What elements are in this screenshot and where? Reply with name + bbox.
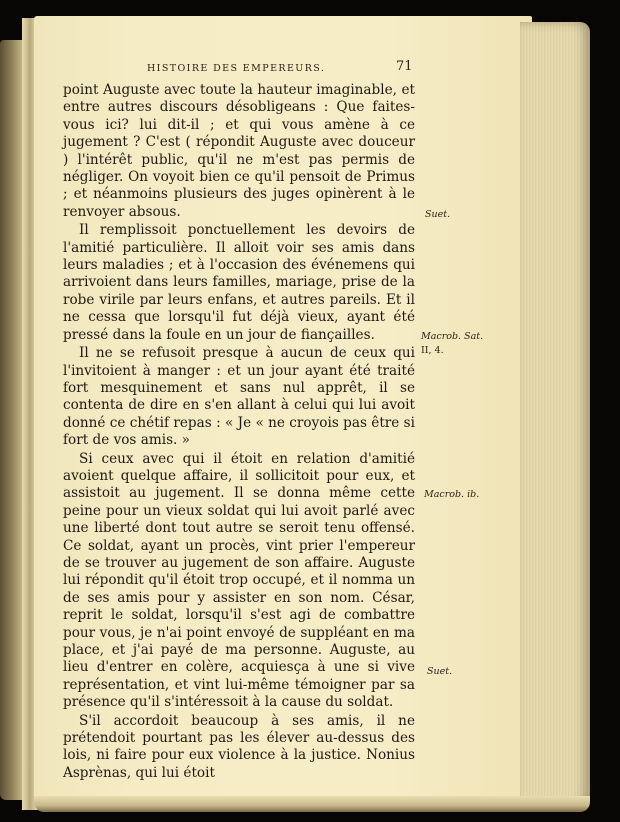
paragraph-1: point Auguste avec toute la hauteur imaginable, et entre autres discours désobligeans : Que faites-vous ici? lui dit-il ; et qui vous amène à ce jugement ? C'est ( répondit Auguste avec douceur ) l'intérêt public, qu'il ne m'est pas permis de négliger. On voyoit bien ce qu'il pensoit de Primus ; et néanmoins plusieurs des juges opinèrent à le renvoyer absous. bbox=[63, 82, 415, 220]
running-head: HISTOIRE DES EMPEREURS. bbox=[147, 63, 326, 74]
margin-note-macrob-ib: Macrob. ib. bbox=[424, 489, 480, 500]
margin-note-suet: Suet. bbox=[425, 209, 451, 220]
margin-note-macrob-ref: II, 4. bbox=[421, 345, 444, 356]
margin-note-suet-2: Suet. bbox=[427, 666, 453, 677]
paragraph-2: Il remplissoit ponctuellement les devoirs de l'amitié particulière. Il alloit voir ses amis dans leurs maladies ; et à l'occasion des événemens qui arrivoient dans leurs familles, mariage, prise de la robe virile par leurs enfans, et autres pareils. Et il ne cessa que lorsqu'il fut déjà vieux, ayant été pressé dans la foule en un jour de fiançailles. bbox=[63, 222, 415, 343]
page-bottom-edge bbox=[34, 796, 590, 812]
body-text bbox=[63, 82, 415, 782]
margin-note-macrob-sat: Macrob. Sat. bbox=[421, 331, 484, 342]
paragraph-4: Si ceux avec qui il étoit en relation d'amitié avoient quelque affaire, il sollicitoit pour eux, et assistoit au jugement. Il se donna même cette peine pour un vieux soldat qui lui avoit parlé avec une liberté dont tout autre se seroit tenu offensé. Ce soldat, ayant un procès, vint prier l'empereur de se trouver au jugement de son affaire. Auguste lui répondit qu'il étoit trop occupé, et il nomma un de ses amis pour y assister en son nom. César, reprit le soldat, lorsqu'il s'est agi de combattre pour vous, je n'ai point envoyé de suppléant en ma place, et j'ai payé de ma personne. Auguste, au lieu d'entrer en colère, acquiesça à une si vive représentation, et vint lui-même témoigner par sa présence qu'il s'intéressoit à la cause du soldat. bbox=[63, 450, 415, 711]
page-block-edge bbox=[520, 22, 590, 808]
paragraph-5: S'il accordoit beaucoup à ses amis, il ne prétendoit pourtant pas les élever au-dessus des lois, ni faire pour eux violence à la justice. Nonius Asprènas, qui lui étoit bbox=[63, 712, 415, 781]
page-number: 71 bbox=[396, 59, 413, 74]
paragraph-3: Il ne se refusoit presque à aucun de ceux qui l'invitoient à manger : et un jour ayant été traité fort mesquinement et sans nul apprêt, il se contenta de dire en s'en allant à celui qui lui avoit donné ce chétif repas : « Je « ne croyois pas être si fort de vos amis. » bbox=[63, 345, 415, 449]
